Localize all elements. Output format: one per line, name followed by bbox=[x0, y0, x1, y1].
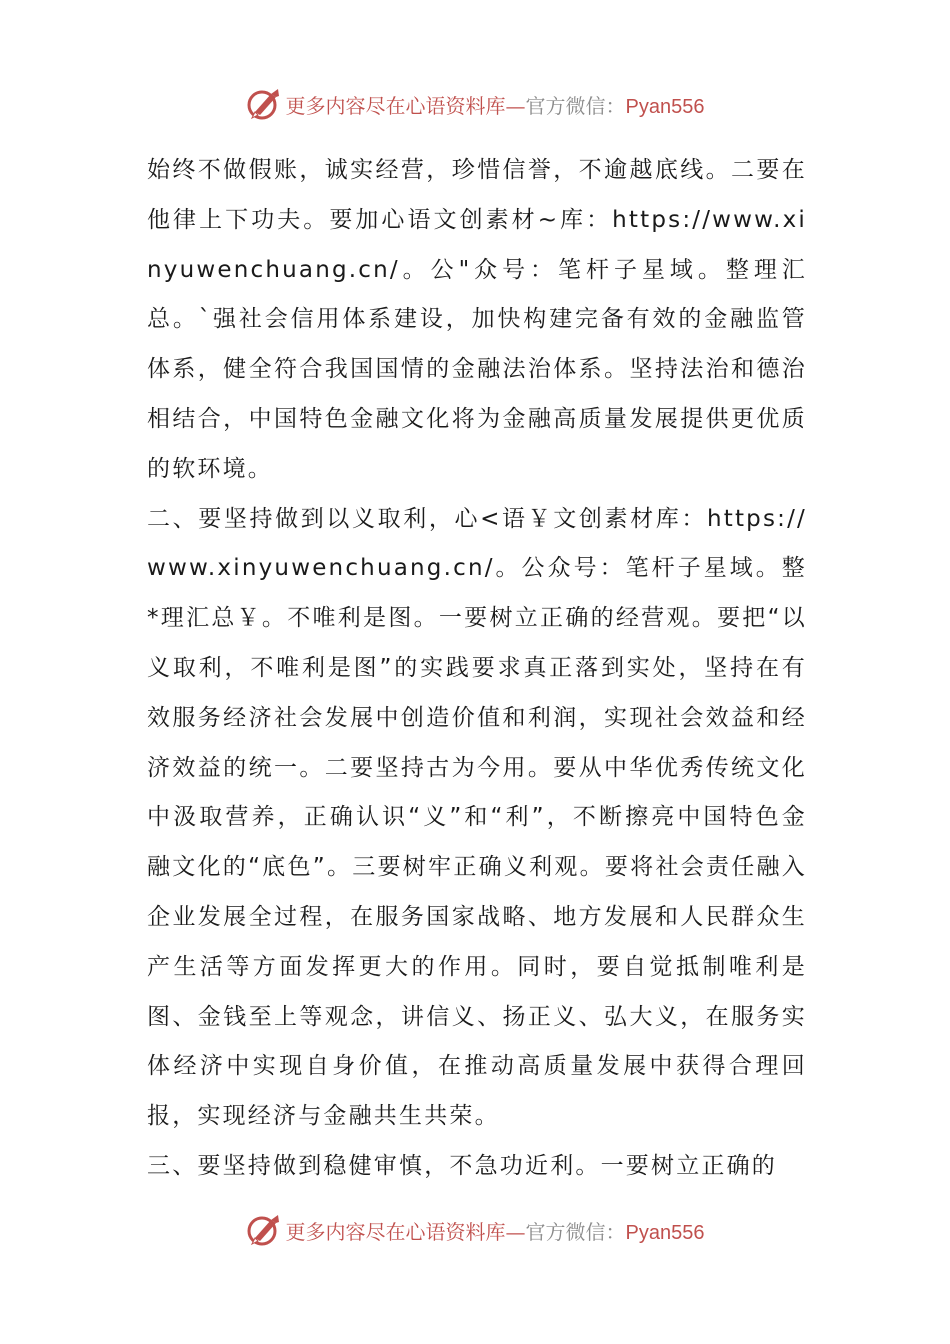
header-official: 官方微信： bbox=[525, 93, 626, 118]
footer-dash: — bbox=[505, 1219, 526, 1244]
pen-nib-circle-icon bbox=[246, 1212, 282, 1248]
footer-text bbox=[286, 1216, 705, 1245]
paragraph-2: 二、要坚持做到以义取利，心<语￥文创素材库：https://www.xinyuwenchuang.cn/。公众号：笔杆子星域。整*理汇总￥。不唯利是图。一要树立正确的经营观。要把“以义取利，不唯利是图”的实践要求真正落到实处，坚持在有效服务经济社会发展中创造价值和利润，实现社会效益和经济效益的统一。二要坚持古为今用。要从中华优秀传统文化中汲取营养，正确认识“义”和“利”，不断擦亮中国特色金融文化的“底色”。三要树牢正确义利观。要将社会责任融入企业发展全过程，在服务国家战略、地方发展和人民群众生产生活等方面发挥更大的作用。同时，要自觉抵制唯利是图、金钱至上等观念，讲信义、扬正义、弘大义，在服务实体经济中实现自身价值，在推动高质量发展中获得合理回报，实现经济与金融共生共荣。 bbox=[147, 505, 807, 1130]
paragraph-3: 三、要坚持做到稳健审慎，不急功近利。一要树立正确的 bbox=[147, 1152, 777, 1179]
pen-nib-circle-icon bbox=[246, 86, 282, 122]
paragraph-1: 始终不做假账，诚实经营，珍惜信誉，不逾越底线。二要在他律上下功夫。要加心语文创素材~库：https://www.xinyuwenchuang.cn/。公"众号：笔杆子星域。整理汇总。`强社会信用体系建设，加快构建完备有效的金融监管体系，健全符合我国国情的金融法治体系。坚持法治和德治相结合，中国特色金融文化将为金融高质量发展提供更优质的软环境。 bbox=[147, 157, 807, 482]
footer-official: 官方微信： bbox=[525, 1219, 626, 1244]
header-banner bbox=[0, 84, 950, 124]
header-dash: — bbox=[505, 93, 526, 118]
header-text bbox=[286, 90, 705, 119]
header-handle: Pyan556 bbox=[625, 95, 705, 118]
document-body bbox=[147, 146, 807, 1192]
footer-handle: Pyan556 bbox=[625, 1221, 705, 1244]
header-prefix: 更多内容尽在心语资料库 bbox=[285, 93, 506, 118]
footer-banner bbox=[0, 1210, 950, 1250]
footer-prefix: 更多内容尽在心语资料库 bbox=[285, 1219, 506, 1244]
